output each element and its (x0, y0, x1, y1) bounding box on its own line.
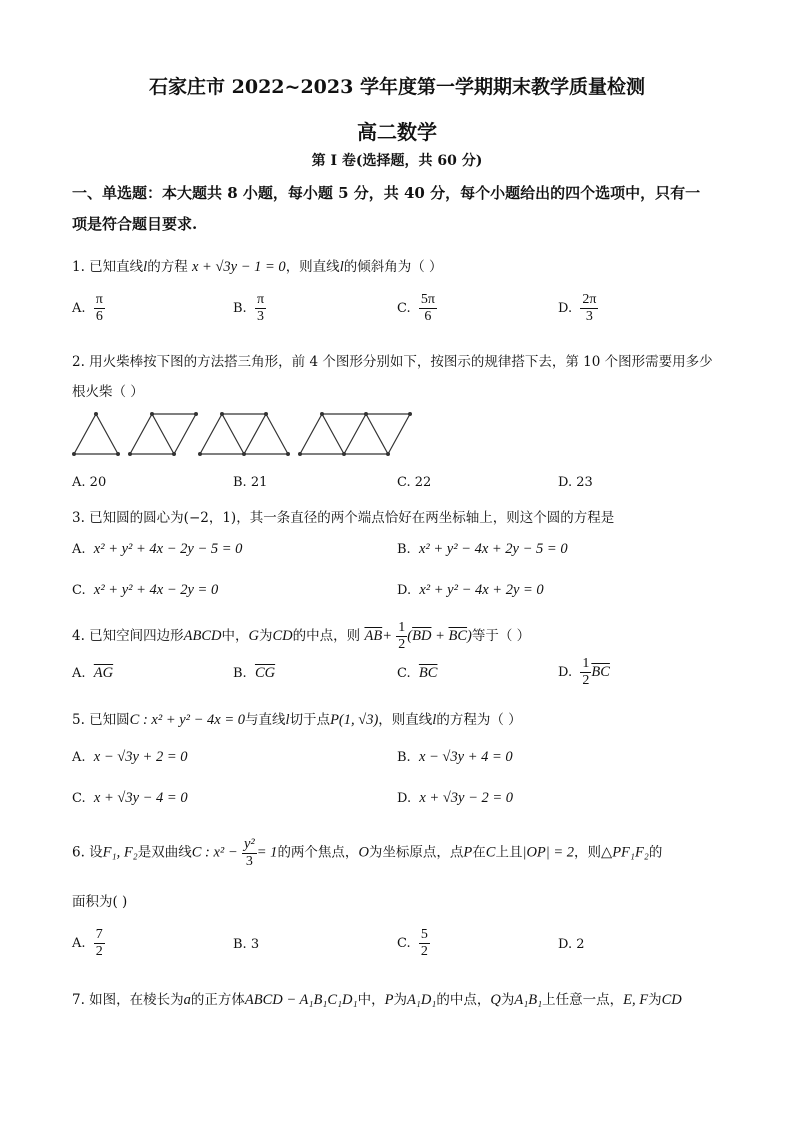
q2-option-d: D. 23 (558, 475, 593, 490)
question-2-line1: 2. 用火柴棒按下图的方法搭三角形，前 4 个图形分别如下，按图示的规律搭下去，第 10 个图形需要用多少 (72, 354, 713, 370)
q2-option-c: C. 22 (397, 475, 432, 490)
question-5-stem: 5. 已知圆C : x² + y² − 4x = 0与直线l切于点P(1, √3)，则直线l的方程为（ ） (72, 712, 522, 728)
exam-title: 石家庄市 2022~2023 学年度第一学期期末教学质量检测 (149, 76, 645, 98)
q2-option-a: A. 20 (72, 475, 107, 490)
question-6-line2: 面积为( ) (72, 894, 128, 910)
q3-option-a: A. x² + y² + 4x − 2y − 5 = 0 (72, 541, 243, 557)
section-1-line1: 一、单选题：本大题共 8 小题，每小题 5 分，共 40 分，每个小题给出的四个选项中，只有一 (72, 184, 701, 202)
question-1-stem: 1. 已知直线l的方程 x + √3y − 1 = 0，则直线l的倾斜角为（ ） (72, 259, 443, 275)
subject-title: 高二数学 (357, 120, 437, 144)
q1-option-b: B. $\frac{\pi}{3}$ (233, 292, 265, 325)
q1-option-d: D. $\frac{2\pi}{3}$ (558, 292, 597, 325)
volume-title: 第 I 卷(选择题，共 60 分) (311, 153, 483, 169)
section-1-line2: 项是符合题目要求. (72, 215, 198, 233)
q1-equation: x + √3y − 1 = 0 (192, 259, 286, 275)
q6-option-a: A. $\frac{7}{2}$ (72, 927, 103, 960)
triangle-figure-4 (298, 412, 412, 456)
matchstick-triangles-figure (68, 408, 418, 460)
question-3-stem: 3. 已知圆的圆心为(−2，1)，其一条直径的两个端点恰好在两坐标轴上，则这个圆的方程是 (72, 510, 615, 526)
q2-option-b: B. 21 (233, 475, 268, 490)
question-7-stem: 7. 如图，在棱长为a的正方体ABCD − A₁B₁C₁D₁中，P为A₁D₁的中点，Q为A₁B₁上任意一点，E, F为CD (72, 992, 682, 1008)
q5-option-d: D. x + √3y − 2 = 0 (397, 790, 514, 806)
q5-option-c: C. x + √3y − 4 = 0 (72, 790, 188, 806)
vector-bd: $\overline{BD}$ (412, 628, 432, 645)
q1-option-c: C. $\frac{5\pi}{6}$ (397, 292, 435, 325)
q5-option-a: A. x − √3y + 2 = 0 (72, 749, 188, 765)
q4-option-b: B. $\overline{CG}$ (233, 665, 276, 681)
q4-option-c: C. $\overline{BC}$ (397, 665, 438, 681)
q5-option-b: B. x − √3y + 4 = 0 (397, 749, 513, 765)
question-6-stem: 6. 设F₁, F₂是双曲线C : x² − $\frac{\text{y²}}{3}$ = 1的两个焦点，O为坐标原点，点P在C上且|OP| = 2，则△PF₁F₂的 (72, 836, 663, 869)
q4-option-d: D. $\frac{1}{2}$ $\overline{BC}$ (558, 656, 610, 689)
q1-option-a: A. $\frac{\pi}{6}$ (72, 292, 103, 325)
triangle-figure-3 (198, 412, 290, 456)
vector-ab: $\overline{AB}$ (364, 628, 383, 645)
q6-option-b: B. 3 (233, 937, 260, 952)
q4-option-a: A. $\overline{AG}$ (72, 665, 114, 681)
question-2-line2: 根火柴（ ） (72, 384, 144, 400)
q3-option-d: D. x² + y² − 4x + 2y = 0 (397, 582, 544, 598)
triangle-figure-2 (128, 412, 198, 456)
vector-bc: $\overline{BC}$ (448, 628, 468, 645)
triangle-figure-1 (72, 412, 120, 456)
q3-option-b: B. x² + y² − 4x + 2y − 5 = 0 (397, 541, 568, 557)
q6-option-c: C. $\frac{5}{2}$ (397, 927, 428, 960)
q3-option-c: C. x² + y² + 4x − 2y = 0 (72, 582, 219, 598)
q6-option-d: D. 2 (558, 937, 585, 952)
question-4-stem: 4. 已知空间四边形ABCD中，G为CD的中点，则 $\overline{AB}+$ $\frac{1}{2}$ $(\overline{BD} + \overline{BC})$等于（ ） (72, 620, 531, 653)
